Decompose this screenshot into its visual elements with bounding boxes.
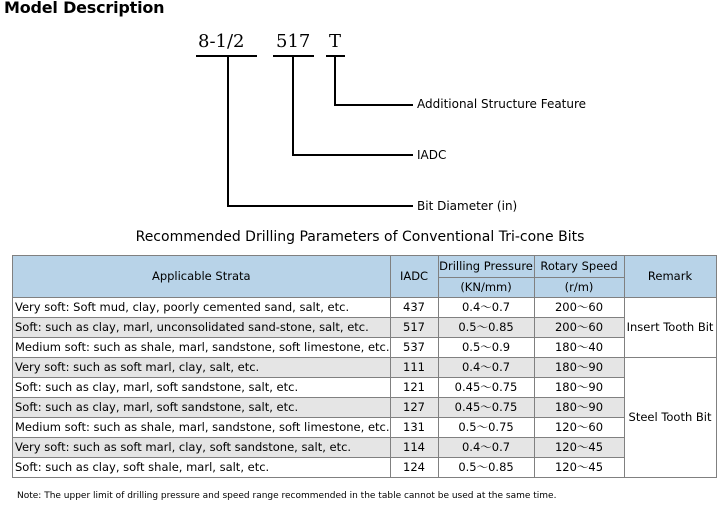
label-feature: Additional Structure Feature: [417, 97, 587, 111]
model-iadc-code: 517: [276, 31, 311, 52]
table-row: [13, 398, 717, 418]
model-code-diagram: [0, 0, 720, 230]
table-row: [13, 378, 717, 398]
speed-cell: 120～45: [534, 458, 624, 478]
footnote: Note: The upper limit of drilling pressure and speed range recommended in the table cannot be used at the same time.: [17, 491, 557, 501]
model-feature-code: T: [329, 31, 342, 52]
remark-insert-tooth: Insert Tooth Bit: [624, 298, 716, 358]
pressure-cell: 0.4～0.7: [438, 438, 534, 458]
iadc-cell: 111: [390, 358, 438, 378]
speed-cell: 120～45: [534, 438, 624, 458]
table-row: [13, 338, 717, 358]
speed-cell: 180～90: [534, 398, 624, 418]
pressure-cell: 0.5～0.85: [438, 458, 534, 478]
drilling-parameters-table: [12, 255, 717, 478]
leader-feature: [335, 56, 413, 105]
strata-cell: Soft: such as clay, soft shale, marl, salt, etc.: [13, 458, 391, 478]
iadc-cell: 517: [390, 318, 438, 338]
speed-cell: 180～90: [534, 378, 624, 398]
speed-cell: 120～60: [534, 418, 624, 438]
table-row: [13, 358, 717, 378]
strata-cell: Soft: such as clay, marl, soft sandstone, salt, etc.: [13, 398, 391, 418]
iadc-cell: 124: [390, 458, 438, 478]
iadc-cell: 437: [390, 298, 438, 318]
strata-cell: Very soft: such as soft marl, clay, soft sandstone, salt, etc.: [13, 438, 391, 458]
header-pressure: Drilling Pressure: [438, 256, 534, 278]
strata-cell: Medium soft: such as shale, marl, sandstone, soft limestone, etc.: [13, 418, 391, 438]
pressure-cell: 0.5～0.75: [438, 418, 534, 438]
label-diameter: Bit Diameter (in): [417, 199, 518, 213]
iadc-cell: 121: [390, 378, 438, 398]
iadc-cell: 127: [390, 398, 438, 418]
header-strata: Applicable Strata: [13, 256, 391, 298]
header-speed-unit: (r/m): [534, 278, 624, 298]
table-row: [13, 458, 717, 478]
table-row: [13, 318, 717, 338]
header-iadc: IADC: [390, 256, 438, 298]
leader-diameter: [228, 56, 413, 206]
page-heading: Model Description: [4, 0, 165, 17]
iadc-cell: 537: [390, 338, 438, 358]
speed-cell: 200～60: [534, 318, 624, 338]
pressure-cell: 0.45～0.75: [438, 398, 534, 418]
table-row: [13, 418, 717, 438]
strata-cell: Very soft: Soft mud, clay, poorly cemented sand, salt, etc.: [13, 298, 391, 318]
strata-cell: Medium soft: such as shale, marl, sandstone, soft limestone, etc.: [13, 338, 391, 358]
iadc-cell: 131: [390, 418, 438, 438]
header-pressure-unit: (KN/mm): [438, 278, 534, 298]
pressure-cell: 0.5～0.9: [438, 338, 534, 358]
pressure-cell: 0.4～0.7: [438, 298, 534, 318]
table-row: [13, 298, 717, 318]
iadc-cell: 114: [390, 438, 438, 458]
model-diameter-code: 8-1/2: [198, 31, 245, 52]
strata-cell: Soft: such as clay, marl, soft sandstone, salt, etc.: [13, 378, 391, 398]
label-iadc: IADC: [417, 148, 447, 162]
pressure-cell: 0.4～0.7: [438, 358, 534, 378]
remark-steel-tooth: Steel Tooth Bit: [624, 358, 716, 478]
header-speed: Rotary Speed: [534, 256, 624, 278]
table-row: [13, 438, 717, 458]
pressure-cell: 0.45～0.75: [438, 378, 534, 398]
strata-cell: Soft: such as clay, marl, unconsolidated sand-stone, salt, etc.: [13, 318, 391, 338]
speed-cell: 200～60: [534, 298, 624, 318]
table-title: Recommended Drilling Parameters of Conventional Tri-cone Bits: [135, 229, 585, 245]
strata-cell: Very soft: such as soft marl, clay, salt, etc.: [13, 358, 391, 378]
speed-cell: 180～90: [534, 358, 624, 378]
pressure-cell: 0.5～0.85: [438, 318, 534, 338]
speed-cell: 180～40: [534, 338, 624, 358]
header-remark: Remark: [624, 256, 716, 298]
